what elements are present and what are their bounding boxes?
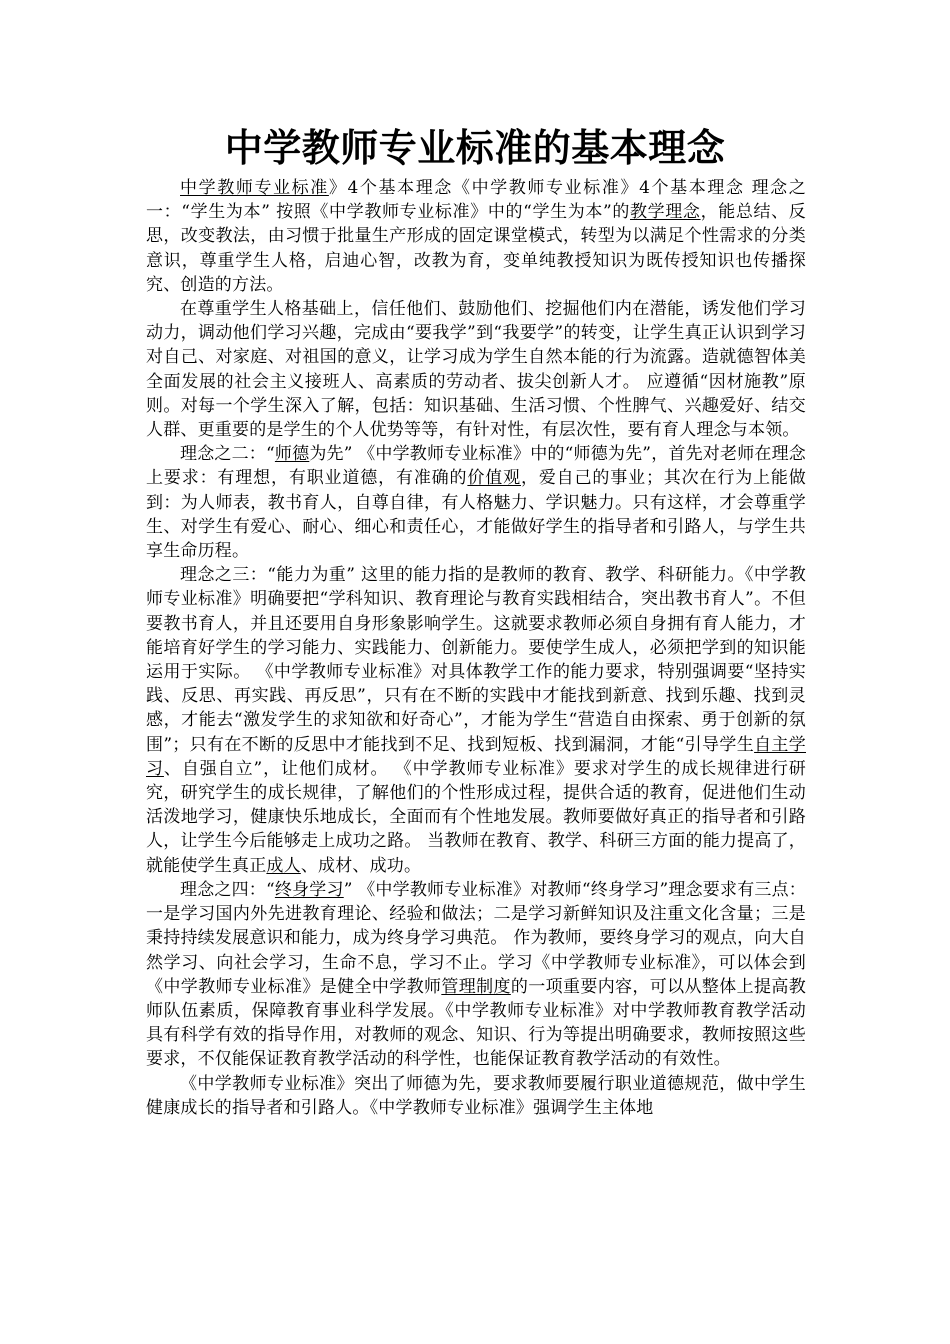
text-run: 理念之四：“ xyxy=(180,879,275,900)
text-run: 理念之三：“能力为重” 这里的能力指的是教师的教育、教学、科研能力。《中学教师专业标准》明确要把“学科知识、教育理论与教育实践相结合，突出教书育人”。不但要教书育人，并且还要用自身形象影响学生。这就要求教师必须自身拥有育人能力，才能培育好学生的学习能力、实践能力、创新能力。要使学生成人，必须把学到的知识能运用于实际。 《中学教师专业标准》对具体教学工作的能力要求，特别强调要“坚持实践、反思、再实践、再反思”，只有在不断的实践中才能找到新意、找到乐趣、找到灵感，才能去“激发学生的求知欲和好奇心”，才能为学生“营造自由探索、勇于创新的氛围”；只有在不断的反思中才能找到不足、找到短板、找到漏洞，才能“引导学生 xyxy=(146,565,806,755)
inline-link[interactable]: 价值观 xyxy=(467,468,521,489)
page-title: 中学教师专业标准的基本理念 xyxy=(224,126,726,170)
text-run: ，能总结、反思，改变教法，由习惯于批量生产形成的固定课堂模式，转型为以满足个性需求的分类意识，尊重学生人格，启迪心智，改教为育，变单纯教授知识为既传授知识也传播探究、创造的方法。 xyxy=(146,202,806,295)
document-body xyxy=(146,176,806,1120)
text-run: 的一项重要内容，可以从整体上提高教师队伍素质，保障教育事业科学发展。《中学教师专业标准》对中学教师教育教学活动具有科学有效的指导作用，对教师的观念、知识、行为等提出明确要求，教师按照这些要求，不仅能保证教育教学活动的科学性，也能保证教育教学活动的有效性。 xyxy=(146,976,806,1070)
text-run: 》4个基本理念《中学教师专业标准》4个基本理念 理念之一：“学生为本” 按照《中学教师专业标准》中的“学生为本”的 xyxy=(146,178,806,223)
body-paragraph xyxy=(146,176,806,297)
inline-link[interactable]: 自主学习 xyxy=(146,734,806,779)
text-run: 、成材、成功。 xyxy=(300,855,422,876)
inline-link[interactable]: 成人 xyxy=(266,855,301,876)
text-run: 《中学教师专业标准》突出了师德为先，要求教师要履行职业道德规范，做中学生健康成长的指导者和引路人。《中学教师专业标准》强调学生主体地 xyxy=(146,1073,806,1118)
text-run: ，爱自己的事业；其次在行为上能做到：为人师表，教书育人，自尊自律，有人格魅力、学识魅力。只有这样，才会尊重学生、对学生有爱心、耐心、细心和责任心，才能做好学生的指导者和引路人，与学生共享生命历程。 xyxy=(146,468,806,562)
inline-link[interactable]: 教学理念 xyxy=(630,202,701,223)
text-run: 为先” 《中学教师专业标准》中的“师德为先”，首先对老师在理念上要求：有理想，有职业道德，有准确的 xyxy=(146,444,806,489)
body-paragraph xyxy=(146,442,806,563)
inline-link[interactable]: 师德 xyxy=(274,444,310,465)
body-paragraph xyxy=(146,563,806,878)
body-paragraph xyxy=(146,297,806,442)
body-paragraph xyxy=(146,1072,806,1120)
inline-link[interactable]: 终身学习 xyxy=(274,879,344,900)
text-run: 、自强自立”，让他们成材。 《中学教师专业标准》要求对学生的成长规律进行研究，研究学生的成长规律，了解他们的个性形成过程，提供合适的教育，促进他们生动活泼地学习，健康快乐地成长，全面而有个性地发展。教师要做好真正的指导者和引路人，让学生今后能够走上成功之路。 当教师在教育、教学、科研三方面的能力提高了，就能使学生真正 xyxy=(146,758,807,876)
text-run: ” 《中学教师专业标准》对教师“终身学习”理念要求有三点：一是学习国内外先进教育理论、经验和做法；二是学习新鲜知识及注重文化含量；三是秉持持续发展意识和能力，成为终身学习典范。 作为教师，要终身学习的观点，向大自然学习、向社会学习，生命不息，学习不止。学习《中学教师专业标准》，可以体会到《中学教师专业标准》是健全中学教师 xyxy=(146,879,806,997)
inline-link[interactable]: 中学教师专业标准 xyxy=(180,178,329,198)
text-run: 在尊重学生人格基础上，信任他们、鼓励他们、挖掘他们内在潜能，诱发他们学习动力，调动他们学习兴趣，完成由“要我学”到“我要学”的转变，让学生真正认识到学习对自己、对家庭、对祖国的意义，让学习成为学生自然本能的行为流露。造就德智体美全面发展的社会主义接班人、高素质的劳动者、拔尖创新人才。 应遵循“因材施教”原则。对每一个学生深入了解，包括：知识基础、生活习惯、个性脾气、兴趣爱好、结交人群、更重要的是学生的个人优势等等，有针对性，有层次性，要有育人理念与本领。 xyxy=(146,299,806,441)
text-run: 理念之二：“ xyxy=(180,444,275,465)
body-paragraph xyxy=(146,878,806,1072)
inline-link[interactable]: 管理制度 xyxy=(441,976,511,997)
